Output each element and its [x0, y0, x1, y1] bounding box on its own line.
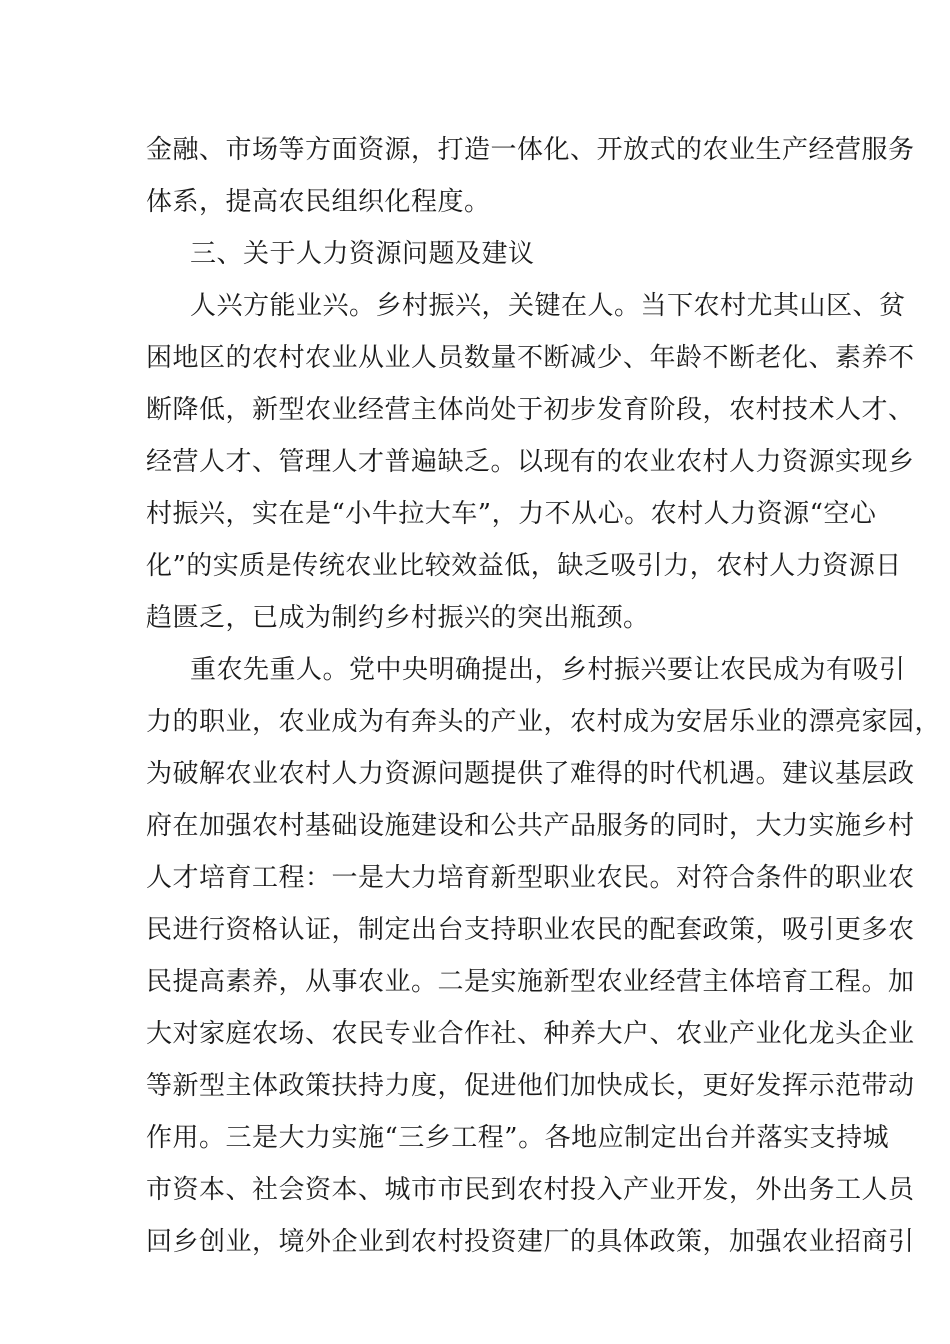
paragraph-line: 困地区的农村农业从业人员数量不断减少、年龄不断老化、素养不 [146, 343, 915, 373]
paragraph-line: 力的职业，农业成为有奔头的产业，农村成为安居乐业的漂亮家园， [146, 707, 942, 737]
paragraph-line: 民进行资格认证，制定出台支持职业农民的配套政策，吸引更多农 [146, 915, 915, 945]
paragraph-line: 等新型主体政策扶持力度，促进他们加快成长，更好发挥示范带动 [146, 1071, 915, 1101]
paragraph-line: 化”的实质是传统农业比较效益低，缺乏吸引力，农村人力资源日 [146, 551, 902, 581]
paragraph-line: 趋匮乏，已成为制约乡村振兴的突出瓶颈。 [146, 603, 650, 633]
paragraph-line: 回乡创业，境外企业到农村投资建厂的具体政策，加强农业招商引 [146, 1227, 915, 1257]
paragraph-line: 经营人才、管理人才普遍缺乏。以现有的农业农村人力资源实现乡 [146, 447, 915, 477]
paragraph-line: 人兴方能业兴。乡村振兴，关键在人。当下农村尤其山区、贫 [190, 291, 906, 321]
paragraph-line: 大对家庭农场、农民专业合作社、种养大户、农业产业化龙头企业 [146, 1019, 915, 1049]
paragraph-line: 体系，提高农民组织化程度。 [146, 187, 491, 217]
paragraph-line: 金融、市场等方面资源，打造一体化、开放式的农业生产经营服务 [146, 135, 915, 165]
paragraph-line: 人才培育工程：一是大力培育新型职业农民。对符合条件的职业农 [146, 863, 915, 893]
paragraph-line: 市资本、社会资本、城市市民到农村投入产业开发，外出务工人员 [146, 1175, 915, 1205]
paragraph-line: 府在加强农村基础设施建设和公共产品服务的同时，大力实施乡村 [146, 811, 915, 841]
paragraph-line: 断降低，新型农业经营主体尚处于初步发育阶段，农村技术人才、 [146, 395, 915, 425]
section-heading: 三、关于人力资源问题及建议 [190, 239, 535, 269]
paragraph-line: 作用。三是大力实施“三乡工程”。各地应制定出台并落实支持城 [146, 1123, 890, 1153]
paragraph-line: 村振兴，实在是“小牛拉大车”，力不从心。农村人力资源“空心 [146, 499, 877, 529]
paragraph-line: 重农先重人。党中央明确提出，乡村振兴要让农民成为有吸引 [190, 655, 906, 685]
paragraph-line: 民提高素养，从事农业。二是实施新型农业经营主体培育工程。加 [146, 967, 915, 997]
paragraph-line: 为破解农业农村人力资源问题提供了难得的时代机遇。建议基层政 [146, 759, 915, 789]
